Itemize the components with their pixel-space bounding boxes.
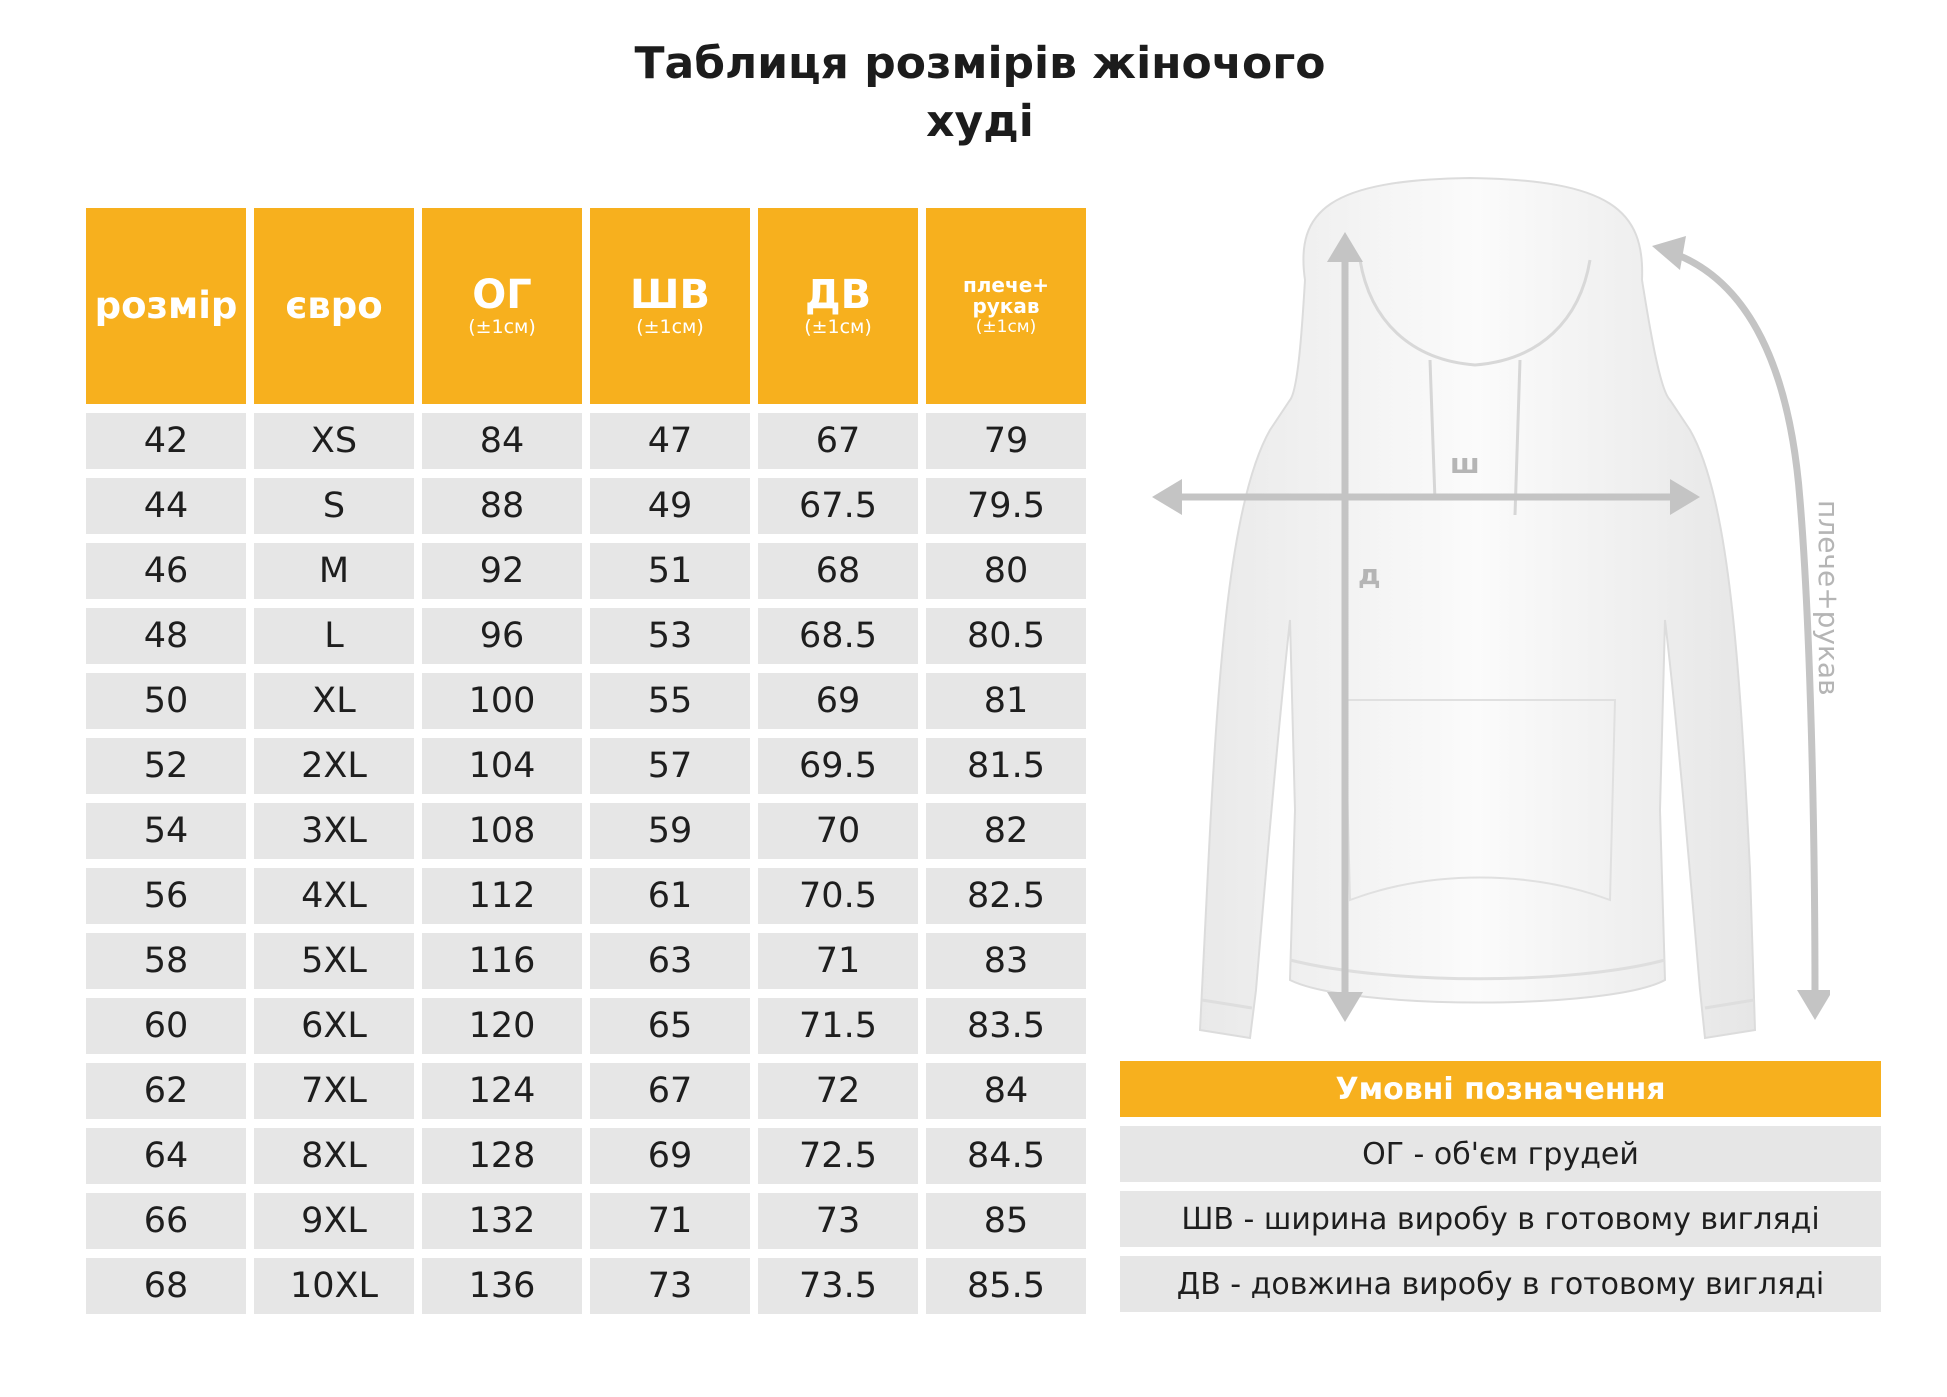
hoodie-illustration — [1130, 170, 1830, 1050]
table-cell: 42 — [86, 413, 246, 469]
table-cell: 82.5 — [926, 868, 1086, 924]
table-cell: 108 — [422, 803, 582, 859]
legend-item-width: ШВ - ширина виробу в готовому вигляді — [1120, 1191, 1881, 1247]
table-cell: 2XL — [254, 738, 414, 794]
table-cell: 83 — [926, 933, 1086, 989]
table-cell: 50 — [86, 673, 246, 729]
table-cell: 79.5 — [926, 478, 1086, 534]
header-euro-label: євро — [285, 284, 383, 327]
table-cell: 6XL — [254, 998, 414, 1054]
header-size-label: розмір — [94, 284, 238, 327]
table-cell: 8XL — [254, 1128, 414, 1184]
table-cell: 56 — [86, 868, 246, 924]
table-cell: 84.5 — [926, 1128, 1086, 1184]
table-cell: 66 — [86, 1193, 246, 1249]
header-size — [86, 208, 246, 404]
table-cell: 73 — [758, 1193, 918, 1249]
header-length-tolerance: (±1см) — [804, 316, 872, 338]
table-cell: 82 — [926, 803, 1086, 859]
header-chest — [422, 208, 582, 404]
table-cell: XS — [254, 413, 414, 469]
table-cell: 112 — [422, 868, 582, 924]
table-cell: 7XL — [254, 1063, 414, 1119]
table-cell: 69.5 — [758, 738, 918, 794]
table-cell: 81.5 — [926, 738, 1086, 794]
table-cell: 67.5 — [758, 478, 918, 534]
table-cell: 58 — [86, 933, 246, 989]
table-cell: 62 — [86, 1063, 246, 1119]
table-cell: XL — [254, 673, 414, 729]
table-cell: 71.5 — [758, 998, 918, 1054]
header-euro — [254, 208, 414, 404]
page-title — [530, 35, 1430, 151]
table-cell: 46 — [86, 543, 246, 599]
table-cell: 73 — [590, 1258, 750, 1314]
table-cell: 70.5 — [758, 868, 918, 924]
legend — [1120, 1061, 1881, 1312]
header-length — [758, 208, 918, 404]
sleeve-label: плече+рукав — [1812, 500, 1845, 696]
table-cell: 104 — [422, 738, 582, 794]
table-cell: 85 — [926, 1193, 1086, 1249]
header-shoulder-sleeve-tolerance: (±1см) — [975, 317, 1037, 337]
legend-item-chest: ОГ - об'єм грудей — [1120, 1126, 1881, 1182]
table-cell: 83.5 — [926, 998, 1086, 1054]
table-cell: 71 — [758, 933, 918, 989]
header-shoulder-sleeve — [926, 208, 1086, 404]
header-width-label: ШВ — [630, 272, 710, 318]
table-cell: 92 — [422, 543, 582, 599]
table-cell: 5XL — [254, 933, 414, 989]
table-cell: 44 — [86, 478, 246, 534]
table-cell: 10XL — [254, 1258, 414, 1314]
length-label: д — [1358, 558, 1381, 591]
table-cell: 84 — [422, 413, 582, 469]
header-width-tolerance: (±1см) — [636, 316, 704, 338]
legend-item-length: ДВ - довжина виробу в готовому вигляді — [1120, 1256, 1881, 1312]
table-cell: 80.5 — [926, 608, 1086, 664]
header-chest-tolerance: (±1см) — [468, 316, 536, 338]
table-cell: 71 — [590, 1193, 750, 1249]
table-cell: L — [254, 608, 414, 664]
table-cell: 53 — [590, 608, 750, 664]
header-sleeve-label: рукав — [972, 294, 1040, 318]
table-cell: 68 — [86, 1258, 246, 1314]
table-cell: 73.5 — [758, 1258, 918, 1314]
table-cell: 59 — [590, 803, 750, 859]
table-cell: 52 — [86, 738, 246, 794]
table-cell: 48 — [86, 608, 246, 664]
table-cell: 49 — [590, 478, 750, 534]
size-table — [86, 208, 1086, 1314]
table-cell: 4XL — [254, 868, 414, 924]
table-cell: 85.5 — [926, 1258, 1086, 1314]
table-cell: 124 — [422, 1063, 582, 1119]
table-cell: 63 — [590, 933, 750, 989]
hoodie-shape — [1200, 178, 1755, 1038]
table-cell: 57 — [590, 738, 750, 794]
table-cell: M — [254, 543, 414, 599]
header-chest-label: ОГ — [472, 272, 532, 318]
table-cell: 70 — [758, 803, 918, 859]
table-cell: 120 — [422, 998, 582, 1054]
table-cell: 47 — [590, 413, 750, 469]
table-cell: 9XL — [254, 1193, 414, 1249]
header-width — [590, 208, 750, 404]
table-cell: 116 — [422, 933, 582, 989]
table-cell: 67 — [758, 413, 918, 469]
table-cell: 96 — [422, 608, 582, 664]
table-cell: 69 — [590, 1128, 750, 1184]
table-cell: 69 — [758, 673, 918, 729]
table-cell: 54 — [86, 803, 246, 859]
table-cell: 79 — [926, 413, 1086, 469]
table-cell: 68.5 — [758, 608, 918, 664]
table-cell: 84 — [926, 1063, 1086, 1119]
table-cell: 72 — [758, 1063, 918, 1119]
table-cell: 132 — [422, 1193, 582, 1249]
table-cell: 65 — [590, 998, 750, 1054]
title-line-1: Таблиця розмірів жіночого — [634, 38, 1326, 89]
table-cell: 61 — [590, 868, 750, 924]
table-cell: 72.5 — [758, 1128, 918, 1184]
table-cell: 128 — [422, 1128, 582, 1184]
title-line-2: худі — [926, 96, 1034, 147]
legend-title: Умовні позначення — [1120, 1061, 1881, 1117]
table-cell: 81 — [926, 673, 1086, 729]
width-label: ш — [1450, 447, 1480, 480]
table-cell: 100 — [422, 673, 582, 729]
table-cell: 68 — [758, 543, 918, 599]
table-cell: 64 — [86, 1128, 246, 1184]
table-cell: 60 — [86, 998, 246, 1054]
table-cell: 51 — [590, 543, 750, 599]
table-cell: 136 — [422, 1258, 582, 1314]
table-cell: 88 — [422, 478, 582, 534]
header-shoulder-label: плече+ — [962, 273, 1050, 297]
table-cell: S — [254, 478, 414, 534]
table-cell: 55 — [590, 673, 750, 729]
table-cell: 67 — [590, 1063, 750, 1119]
header-length-label: ДВ — [804, 272, 872, 318]
table-cell: 80 — [926, 543, 1086, 599]
table-cell: 3XL — [254, 803, 414, 859]
